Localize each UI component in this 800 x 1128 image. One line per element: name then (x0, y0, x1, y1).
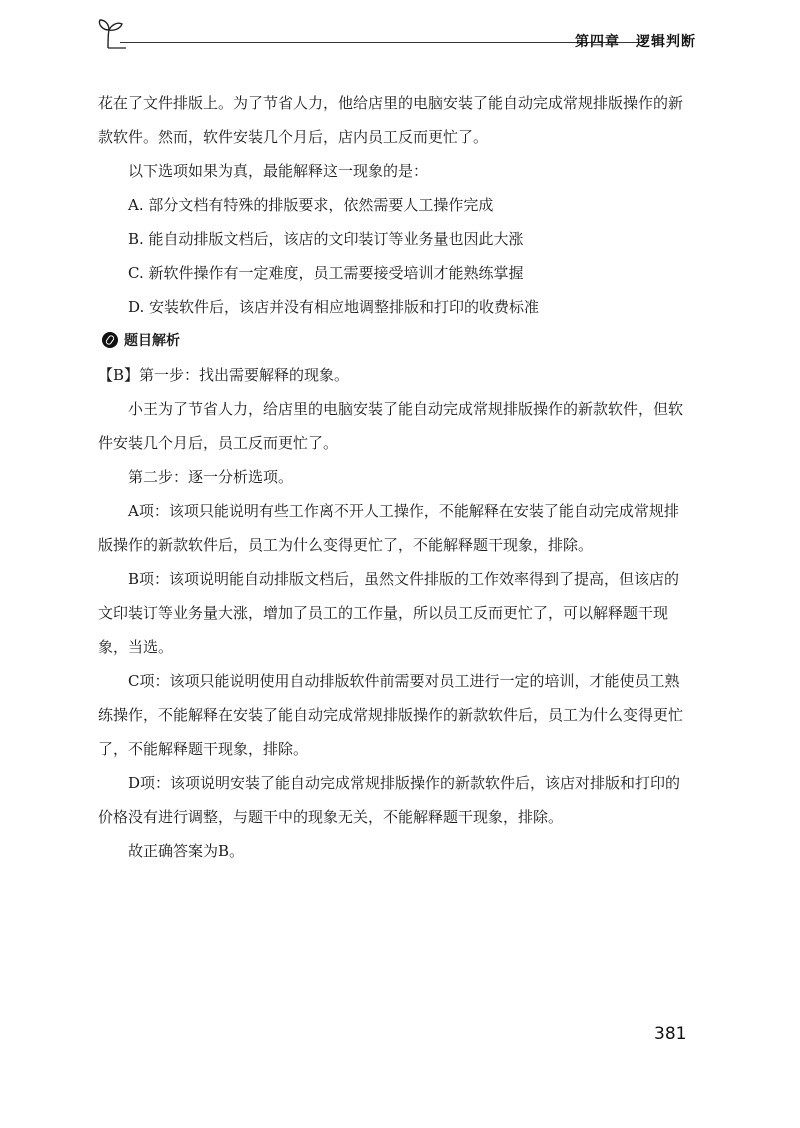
analysis-d: D项：该项说明安装了能自动完成常规排版操作的新款软件后，该店对排版和打印的价格没有进行调整，与题干中的现象无关，不能解释题干现象，排除。 (98, 774, 681, 826)
chapter-title (575, 31, 696, 51)
analysis-c: C项：该项只能说明使用自动排版软件前需要对员工进行一定的培训，才能使员工熟练操作，不能解释在安装了能自动完成常规排版操作的新款软件后，员工为什么变得更忙了，不能解释题干现象，排除。 (98, 672, 684, 758)
intro-paragraph: 花在了文件排版上。为了节省人力，他给店里的电脑安装了能自动完成常规排版操作的新款软件。然而，软件安装几个月后，店内员工反而更忙了。 (98, 94, 684, 146)
analysis-title: 题目解析 (124, 333, 180, 349)
page-header (96, 18, 696, 52)
option-a: A. 部分文档有特殊的排版要求，依然需要人工操作完成 (128, 196, 494, 214)
question-stem: 以下选项如果为真，最能解释这一现象的是： (128, 162, 429, 180)
step-two: 第二步：逐一分析选项。 (128, 468, 294, 486)
answer-step-one: 【B】第一步：找出需要解释的现象。 (98, 366, 350, 384)
pencil-icon (102, 332, 118, 348)
header-rule (120, 42, 644, 43)
phenomenon-paragraph: 小王为了节省人力，给店里的电脑安装了能自动完成常规排版操作的新款软件，但软件安装几个月后，员工反而更忙了。 (98, 400, 684, 452)
option-b: B. 能自动排版文档后，该店的文印装订等业务量也因此大涨 (128, 230, 524, 248)
option-c: C. 新软件操作有一定难度，员工需要接受培训才能熟练掌握 (128, 264, 524, 282)
page-content (98, 86, 690, 868)
sprout-icon (96, 18, 126, 52)
analysis-heading (98, 324, 690, 358)
section-title: 逻辑判断 (636, 34, 696, 50)
page-number: 381 (654, 1024, 687, 1044)
analysis-a: A项：该项只能说明有些工作离不开人工操作，不能解释在安装了能自动完成常规排版操作的新款软件后，员工为什么变得更忙了，不能解释题干现象，排除。 (98, 502, 679, 554)
option-d: D. 安装软件后，该店并没有相应地调整排版和打印的收费标准 (128, 298, 540, 316)
chapter-number: 第四章 (575, 34, 620, 50)
analysis-b: B项：该项说明能自动排版文档后，虽然文件排版的工作效率得到了提高，但该店的文印装订等业务量大涨，增加了员工的工作量，所以员工反而更忙了，可以解释题干现象，当选。 (98, 570, 680, 656)
conclusion: 故正确答案为B。 (128, 842, 245, 860)
